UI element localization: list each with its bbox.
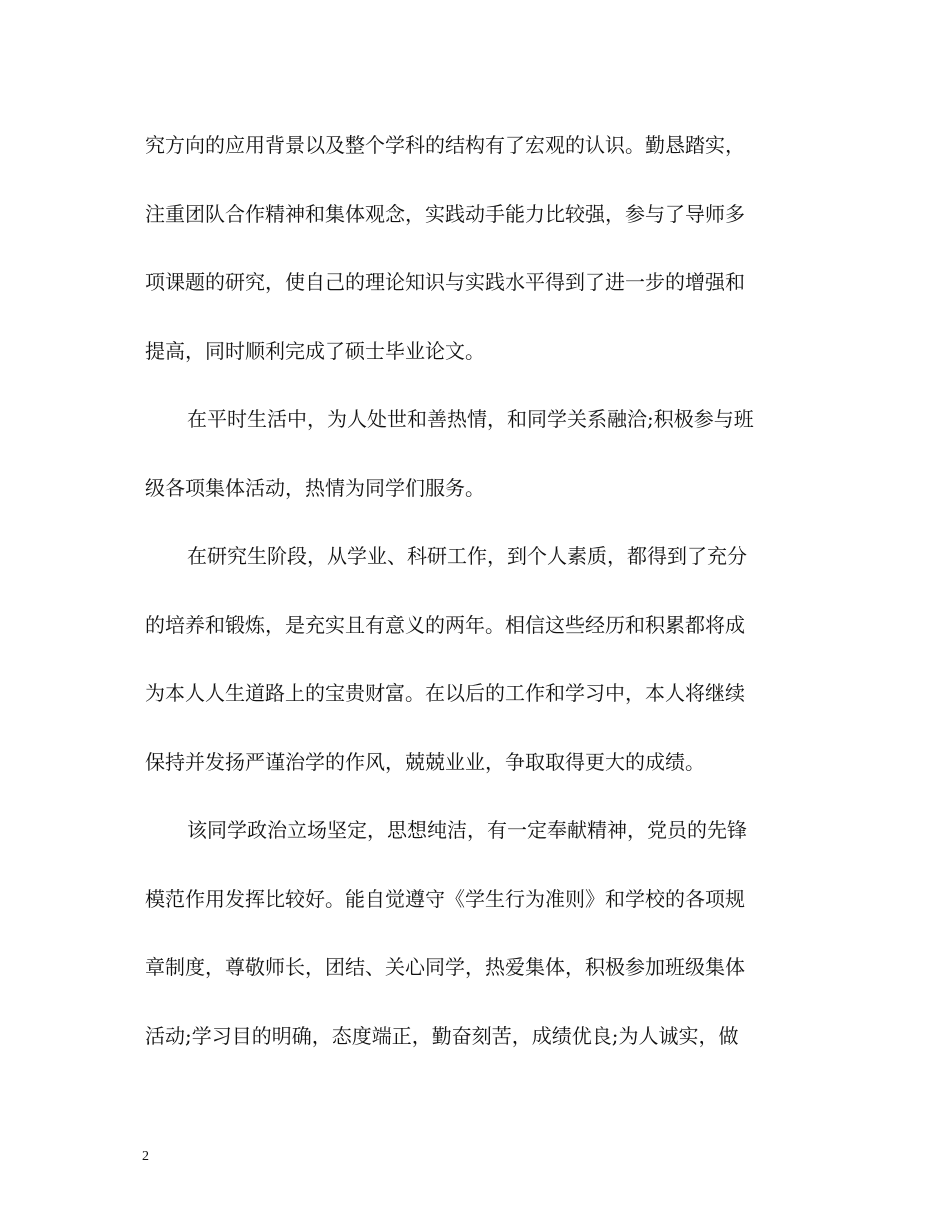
text-line: 保持并发扬严谨治学的作风，兢兢业业，争取取得更大的成绩。	[145, 749, 705, 774]
text-line: 项课题的研究，使自己的理论知识与实践水平得到了进一步的增强和	[145, 270, 745, 294]
text-line: 的培养和锻炼，是充实且有意义的两年。相信这些经历和积累都将成	[145, 612, 745, 637]
text-line: 活动;学习目的明确，态度端正，勤奋刻苦，成绩优良;为人诚实，做	[145, 1023, 739, 1048]
paragraph-first-line: 在研究生阶段，从学业、科研工作，到个人素质，都得到了充分	[187, 544, 747, 568]
body-text	[145, 126, 810, 1085]
paragraph-first-line: 在平时生活中，为人处世和善热情，和同学关系融洽;积极参与班	[187, 407, 754, 431]
text-line: 模范作用发挥比较好。能自觉遵守《学生行为准则》和学校的各项规	[145, 886, 745, 911]
text-line: 级各项集体活动，热情为同学们服务。	[145, 475, 485, 500]
paragraph-first-line: 该同学政治立场坚定，思想纯洁，有一定奉献精神，党员的先锋	[187, 818, 747, 842]
text-line: 章制度，尊敬师长，团结、关心同学，热爱集体，积极参加班级集体	[145, 955, 745, 979]
page-number: 2	[142, 1149, 149, 1164]
text-line: 究方向的应用背景以及整个学科的结构有了宏观的认识。勤恳踏实，	[145, 133, 745, 157]
text-line: 为本人人生道路上的宝贵财富。在以后的工作和学习中，本人将继续	[145, 681, 745, 705]
text-line: 提高，同时顺利完成了硕士毕业论文。	[145, 338, 485, 363]
text-line: 注重团队合作精神和集体观念，实践动手能力比较强，参与了导师多	[145, 201, 745, 226]
